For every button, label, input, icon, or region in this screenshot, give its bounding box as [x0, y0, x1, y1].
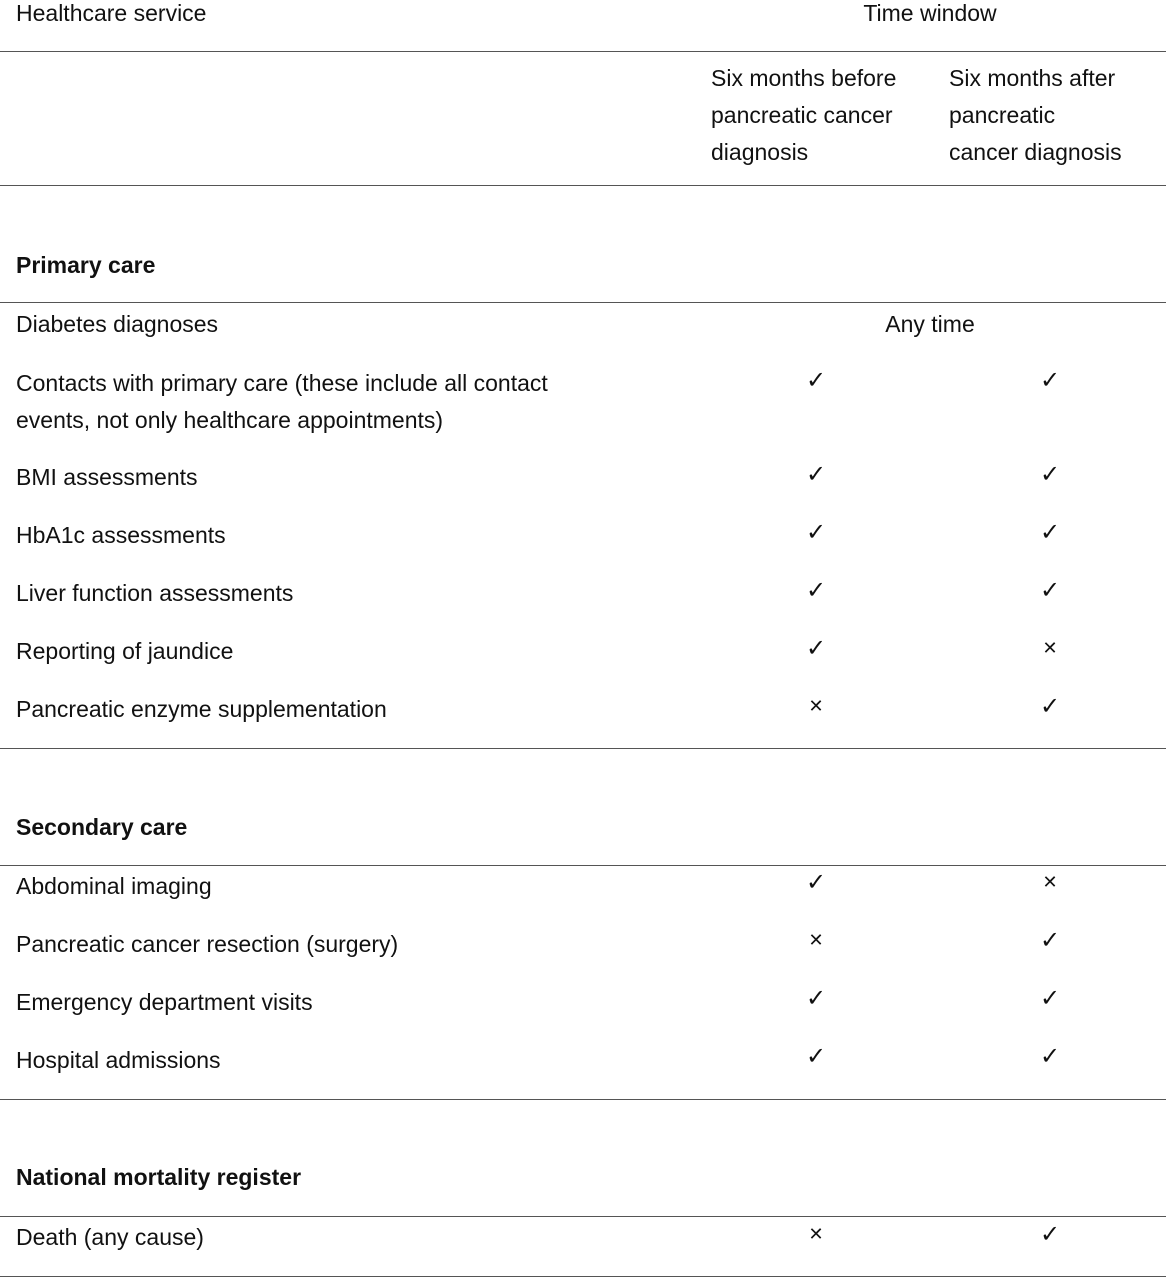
cross-icon: ✕ — [1042, 638, 1058, 659]
column-header-six-months-after: Six months after pancreatic cancer diagnosis — [949, 65, 1122, 165]
row-label-reporting-jaundice: Reporting of jaundice — [16, 638, 234, 664]
section-rule — [0, 302, 1166, 303]
section-title-primary-care: Primary care — [16, 252, 156, 278]
column-header-healthcare-service: Healthcare service — [16, 0, 207, 26]
row-label-emergency-visits: Emergency department visits — [16, 989, 313, 1015]
check-icon: ✓ — [1039, 1042, 1061, 1070]
row-label-contacts-primary-care: Contacts with primary care (these include all contact events, not only healthcare appointments) — [16, 370, 548, 433]
row-label-liver-function: Liver function assessments — [16, 580, 294, 606]
row-label-diabetes-diagnoses: Diabetes diagnoses — [16, 311, 219, 337]
column-header-six-months-before: Six months before pancreatic cancer diagnosis — [711, 65, 897, 165]
check-icon: ✓ — [1039, 518, 1061, 546]
check-icon: ✓ — [1039, 692, 1061, 720]
cross-icon: ✕ — [808, 1224, 824, 1245]
row-label-cancer-resection: Pancreatic cancer resection (surgery) — [16, 931, 399, 957]
check-icon: ✓ — [1039, 984, 1061, 1012]
check-icon: ✓ — [805, 460, 827, 488]
header-rule-top — [0, 51, 1166, 52]
row-label-hospital-admissions: Hospital admissions — [16, 1047, 221, 1073]
check-icon: ✓ — [805, 984, 827, 1012]
check-icon: ✓ — [805, 576, 827, 604]
row-label-death: Death (any cause) — [16, 1224, 204, 1250]
cross-icon: ✕ — [808, 930, 824, 951]
check-icon: ✓ — [1039, 1220, 1061, 1248]
row-label-bmi-assessments: BMI assessments — [16, 464, 198, 490]
check-icon: ✓ — [805, 518, 827, 546]
section-rule — [0, 865, 1166, 866]
cross-icon: ✕ — [808, 696, 824, 717]
row-label-hba1c-assessments: HbA1c assessments — [16, 522, 226, 548]
column-header-time-window: Time window — [863, 0, 997, 26]
check-icon: ✓ — [1039, 366, 1061, 394]
cross-icon: ✕ — [1042, 872, 1058, 893]
cell-any-time: Any time — [885, 311, 975, 337]
section-end-rule — [0, 1099, 1166, 1100]
section-end-rule — [0, 748, 1166, 749]
check-icon: ✓ — [805, 366, 827, 394]
table-bottom-rule — [0, 1276, 1166, 1277]
check-icon: ✓ — [805, 868, 827, 896]
section-rule — [0, 1216, 1166, 1217]
row-label-abdominal-imaging: Abdominal imaging — [16, 873, 212, 899]
check-icon: ✓ — [1039, 926, 1061, 954]
check-icon: ✓ — [1039, 576, 1061, 604]
check-icon: ✓ — [805, 1042, 827, 1070]
check-icon: ✓ — [1039, 460, 1061, 488]
section-title-mortality-register: National mortality register — [16, 1164, 302, 1190]
header-rule-bottom — [0, 185, 1166, 186]
section-title-secondary-care: Secondary care — [16, 814, 188, 840]
check-icon: ✓ — [805, 634, 827, 662]
row-label-pancreatic-enzyme: Pancreatic enzyme supplementation — [16, 696, 387, 722]
